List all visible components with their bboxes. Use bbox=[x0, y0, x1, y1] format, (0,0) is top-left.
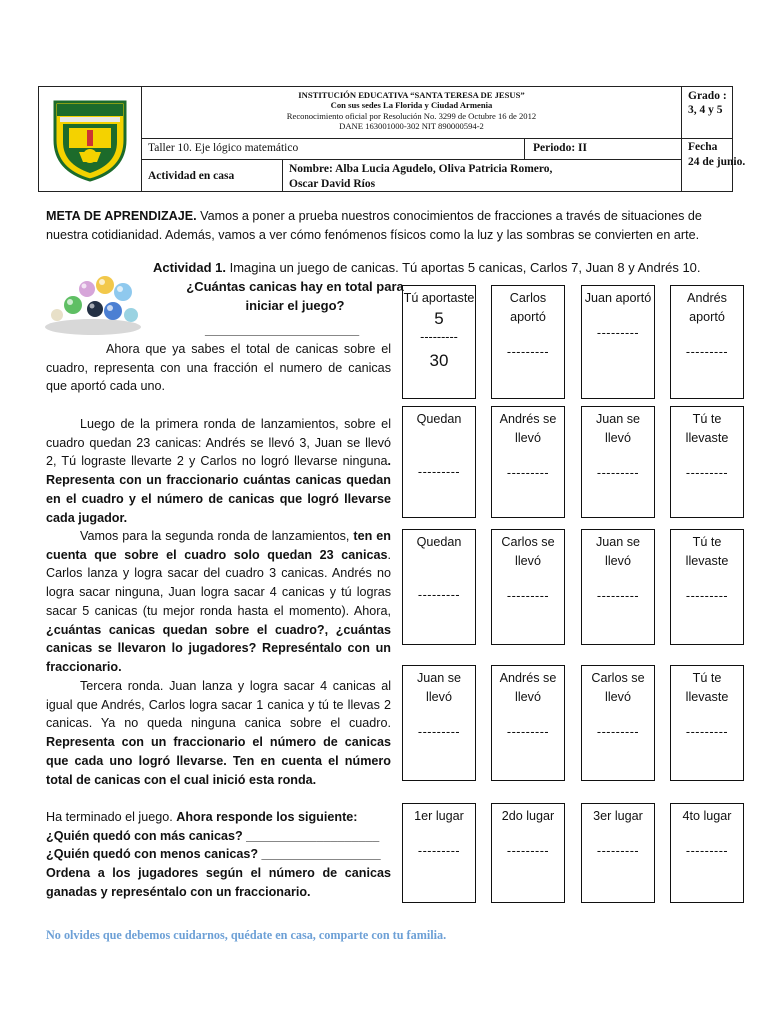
box-label: Carlos se llevó bbox=[591, 671, 645, 704]
box-label: Tú te llevaste bbox=[685, 535, 729, 568]
paragraph-4 bbox=[46, 677, 391, 789]
institution-dane: DANE 163001000-302 NIT 890000594-2 bbox=[339, 120, 484, 131]
box-tu-te-llevaste-r1 bbox=[670, 406, 744, 518]
activity1-intro bbox=[153, 259, 738, 278]
institution-recognition: Reconocimiento oficial por Resolución No. 3299 de Octubre 16 de 2012 bbox=[286, 110, 537, 121]
fraction-bar: --------- bbox=[596, 325, 640, 340]
fraction-bar: --------- bbox=[685, 724, 729, 739]
header-table bbox=[38, 86, 746, 192]
box-andres-aporto bbox=[670, 285, 744, 399]
box-label: Quedan bbox=[416, 535, 462, 549]
question-order-players: Ordena a los jugadores según el número de canicas ganadas y represéntalo con un fraccionario. bbox=[46, 866, 391, 899]
paragraph-4-bold: Representa con un fraccionario el número de canicas que cada uno logró llevarse. Ten en cuenta el número total de canicas con el cual inició esta ronda. bbox=[46, 735, 391, 787]
taller-cell: Taller 10. Eje lógico matemático bbox=[142, 139, 525, 160]
school-logo-cell bbox=[39, 87, 142, 191]
box-label: Andrés se llevó bbox=[499, 412, 557, 445]
footer-message: No olvides que debemos cuidarnos, quédate en casa, comparte con tu familia. bbox=[46, 928, 447, 942]
periodo-cell: Periodo: II bbox=[525, 139, 682, 160]
school-shield-logo bbox=[51, 96, 129, 182]
grade-value: 3, 4 y 5 bbox=[688, 104, 723, 116]
fraction-bar: --------- bbox=[506, 588, 550, 603]
box-quedan-r1 bbox=[402, 406, 476, 518]
box-andres-se-llevo-r3 bbox=[491, 665, 565, 781]
box-label: Andrés se llevó bbox=[499, 671, 557, 704]
fraction-bar: --------- bbox=[506, 465, 550, 480]
paragraph-1-text: Ahora que ya sabes el total de canicas sobre el cuadro, representa con una fracción el numero de canicas que aportó cada uno. bbox=[46, 342, 391, 394]
box-label: Carlos aportó bbox=[509, 291, 547, 324]
box-juan-se-llevo-r3 bbox=[402, 665, 476, 781]
nombre-cell bbox=[283, 160, 682, 191]
actividad-cell: Actividad en casa bbox=[142, 160, 283, 191]
paragraph-5-text: Ha terminado el juego. bbox=[46, 810, 177, 824]
fecha-value: 24 de junio. bbox=[688, 155, 746, 168]
box-tu-te-llevaste-r3 bbox=[670, 665, 744, 781]
fraction-bar: --------- bbox=[685, 588, 729, 603]
institution-name: INSTITUCIÓN EDUCATIVA “SANTA TERESA DE JESUS” bbox=[298, 90, 525, 100]
box-juan-se-llevo-r2 bbox=[581, 529, 655, 645]
activity1-question: ¿Cuántas canicas hay en total para iniciar el juego? bbox=[186, 279, 404, 313]
fraction-bar: --------- bbox=[417, 843, 461, 858]
answer-blank: ______________________ bbox=[205, 323, 360, 337]
paragraph-1 bbox=[46, 340, 391, 396]
learning-goal bbox=[46, 207, 736, 244]
activity1-text: Imagina un juego de canicas. Tú aportas 5 canicas, Carlos 7, Juan 8 y Andrés 10. bbox=[225, 260, 701, 275]
paragraph-5 bbox=[46, 808, 391, 902]
fraction-bar: --------- bbox=[596, 724, 640, 739]
box-carlos-se-llevo-r3 bbox=[581, 665, 655, 781]
box-andres-se-llevo-r1 bbox=[491, 406, 565, 518]
box-label: Tú aportaste bbox=[403, 291, 475, 305]
fraction-bar: --------- bbox=[685, 465, 729, 480]
nombre-line1: Nombre: Alba Lucia Agudelo, Oliva Patricia Romero, bbox=[289, 163, 553, 175]
box-label: Juan se llevó bbox=[595, 535, 641, 568]
institution-info bbox=[142, 87, 682, 139]
nombre-line2: Oscar David Ríos bbox=[289, 177, 376, 190]
box-4to-lugar bbox=[670, 803, 744, 903]
paragraph-3-bold-d: ¿cuántas canicas quedan sobre el cuadro?, ¿cuántas canicas se llevaron lo jugadores? Represéntalo con un fraccionario. bbox=[46, 622, 391, 674]
box-1er-lugar bbox=[402, 803, 476, 903]
fraction-bar: --------- bbox=[417, 464, 461, 479]
box-tu-te-llevaste-r2 bbox=[670, 529, 744, 645]
box-label: Carlos se llevó bbox=[501, 535, 555, 568]
box-juan-aporto bbox=[581, 285, 655, 399]
fraction-bar: --------- bbox=[506, 843, 550, 858]
box-label: Juan aportó bbox=[584, 291, 652, 305]
paragraph-4-text: Tercera ronda. Juan lanza y logra sacar 4 canicas al igual que Andrés, Carlos logra sacar 1 canica y tú te llevas 2 canicas. Ya no queda ninguna canica sobre el cuadro. bbox=[46, 679, 391, 731]
fraction-bar: --------- bbox=[596, 588, 640, 603]
fraction-bar: --------- bbox=[420, 329, 458, 344]
learning-goal-label: META DE APRENDIZAJE. bbox=[46, 209, 197, 223]
fraction-bar: --------- bbox=[417, 587, 461, 602]
institution-sedes: Con sus sedes La Florida y Ciudad Armenia bbox=[330, 100, 493, 111]
paragraph-2-text: Luego de la primera ronda de lanzamientos, sobre el cuadro quedan 23 canicas: Andrés se llevó 3, Juan se llevó 2, Tú lograste llevarte 2 y Carlos no logró llevarse ninguna bbox=[46, 417, 391, 469]
box-label: Quedan bbox=[416, 412, 462, 426]
fraction-bar: --------- bbox=[596, 843, 640, 858]
paragraph-3-bold-b: ten en cuenta que sobre el cuadro solo quedan 23 canicas bbox=[46, 529, 391, 562]
fraction-bar: --------- bbox=[506, 344, 550, 359]
fraction-bar: --------- bbox=[417, 724, 461, 739]
learning-goal-text: Vamos a poner a prueba nuestros conocimientos de fracciones a través de situaciones de nuestra cotidianidad. Además, vamos a ver cómo fenómenos físicos como la luz y las sombras se convierten en arte. bbox=[46, 209, 702, 242]
fraction-denominator: 30 bbox=[429, 350, 449, 370]
box-label: Tú te llevaste bbox=[685, 671, 729, 704]
grade-cell bbox=[682, 87, 732, 139]
marbles-image bbox=[43, 265, 143, 337]
box-label: 3er lugar bbox=[593, 809, 643, 823]
box-label: Juan se llevó bbox=[416, 671, 462, 704]
fraction-bar: --------- bbox=[685, 843, 729, 858]
paragraph-2 bbox=[46, 415, 391, 527]
fraction-bar: --------- bbox=[685, 344, 729, 359]
paragraph-2-bold: . Representa con un fraccionario cuántas canicas quedan en el cuadro y el número de canicas que logró llevarse cada jugador. bbox=[46, 454, 391, 525]
fraction-numerator: 5 bbox=[434, 308, 444, 328]
paragraph-5-bold: Ahora responde los siguiente: bbox=[176, 810, 358, 824]
box-label: Tú te llevaste bbox=[685, 412, 729, 445]
box-3er-lugar bbox=[581, 803, 655, 903]
paragraph-3-text-a: Vamos para la segunda ronda de lanzamientos, bbox=[80, 529, 354, 543]
box-label: Andrés aportó bbox=[687, 291, 727, 324]
fraction-bar: --------- bbox=[596, 465, 640, 480]
box-carlos-aporto bbox=[491, 285, 565, 399]
box-2do-lugar bbox=[491, 803, 565, 903]
box-juan-se-llevo-r1 bbox=[581, 406, 655, 518]
box-tu-aportaste bbox=[402, 285, 476, 399]
box-carlos-se-llevo-r2 bbox=[491, 529, 565, 645]
paragraph-3 bbox=[46, 527, 391, 677]
paragraph-3-text-c: . Carlos lanza y logra sacar del cuadro 3 canicas. Andrés no logra sacar ninguna, Juan logra sacar 4 canicas y tú logras sacar 5 canicas (tu mejor ronda hasta el momento). Ahora, bbox=[46, 547, 391, 618]
fecha-cell bbox=[682, 139, 746, 191]
box-label: Juan se llevó bbox=[595, 412, 641, 445]
box-label: 1er lugar bbox=[414, 809, 464, 823]
box-label: 4to lugar bbox=[682, 809, 732, 823]
grade-label: Grado : bbox=[688, 90, 727, 102]
fraction-bar: --------- bbox=[506, 724, 550, 739]
question-most-marbles: ¿Quién quedó con más canicas? ___________________ bbox=[46, 828, 380, 843]
box-quedan-r2 bbox=[402, 529, 476, 645]
fecha-label: Fecha bbox=[688, 141, 718, 153]
activity1-label: Actividad 1. bbox=[153, 260, 226, 275]
box-label: 2do lugar bbox=[501, 809, 555, 823]
question-least-marbles: ¿Quién quedó con menos canicas? _________________ bbox=[46, 847, 381, 862]
